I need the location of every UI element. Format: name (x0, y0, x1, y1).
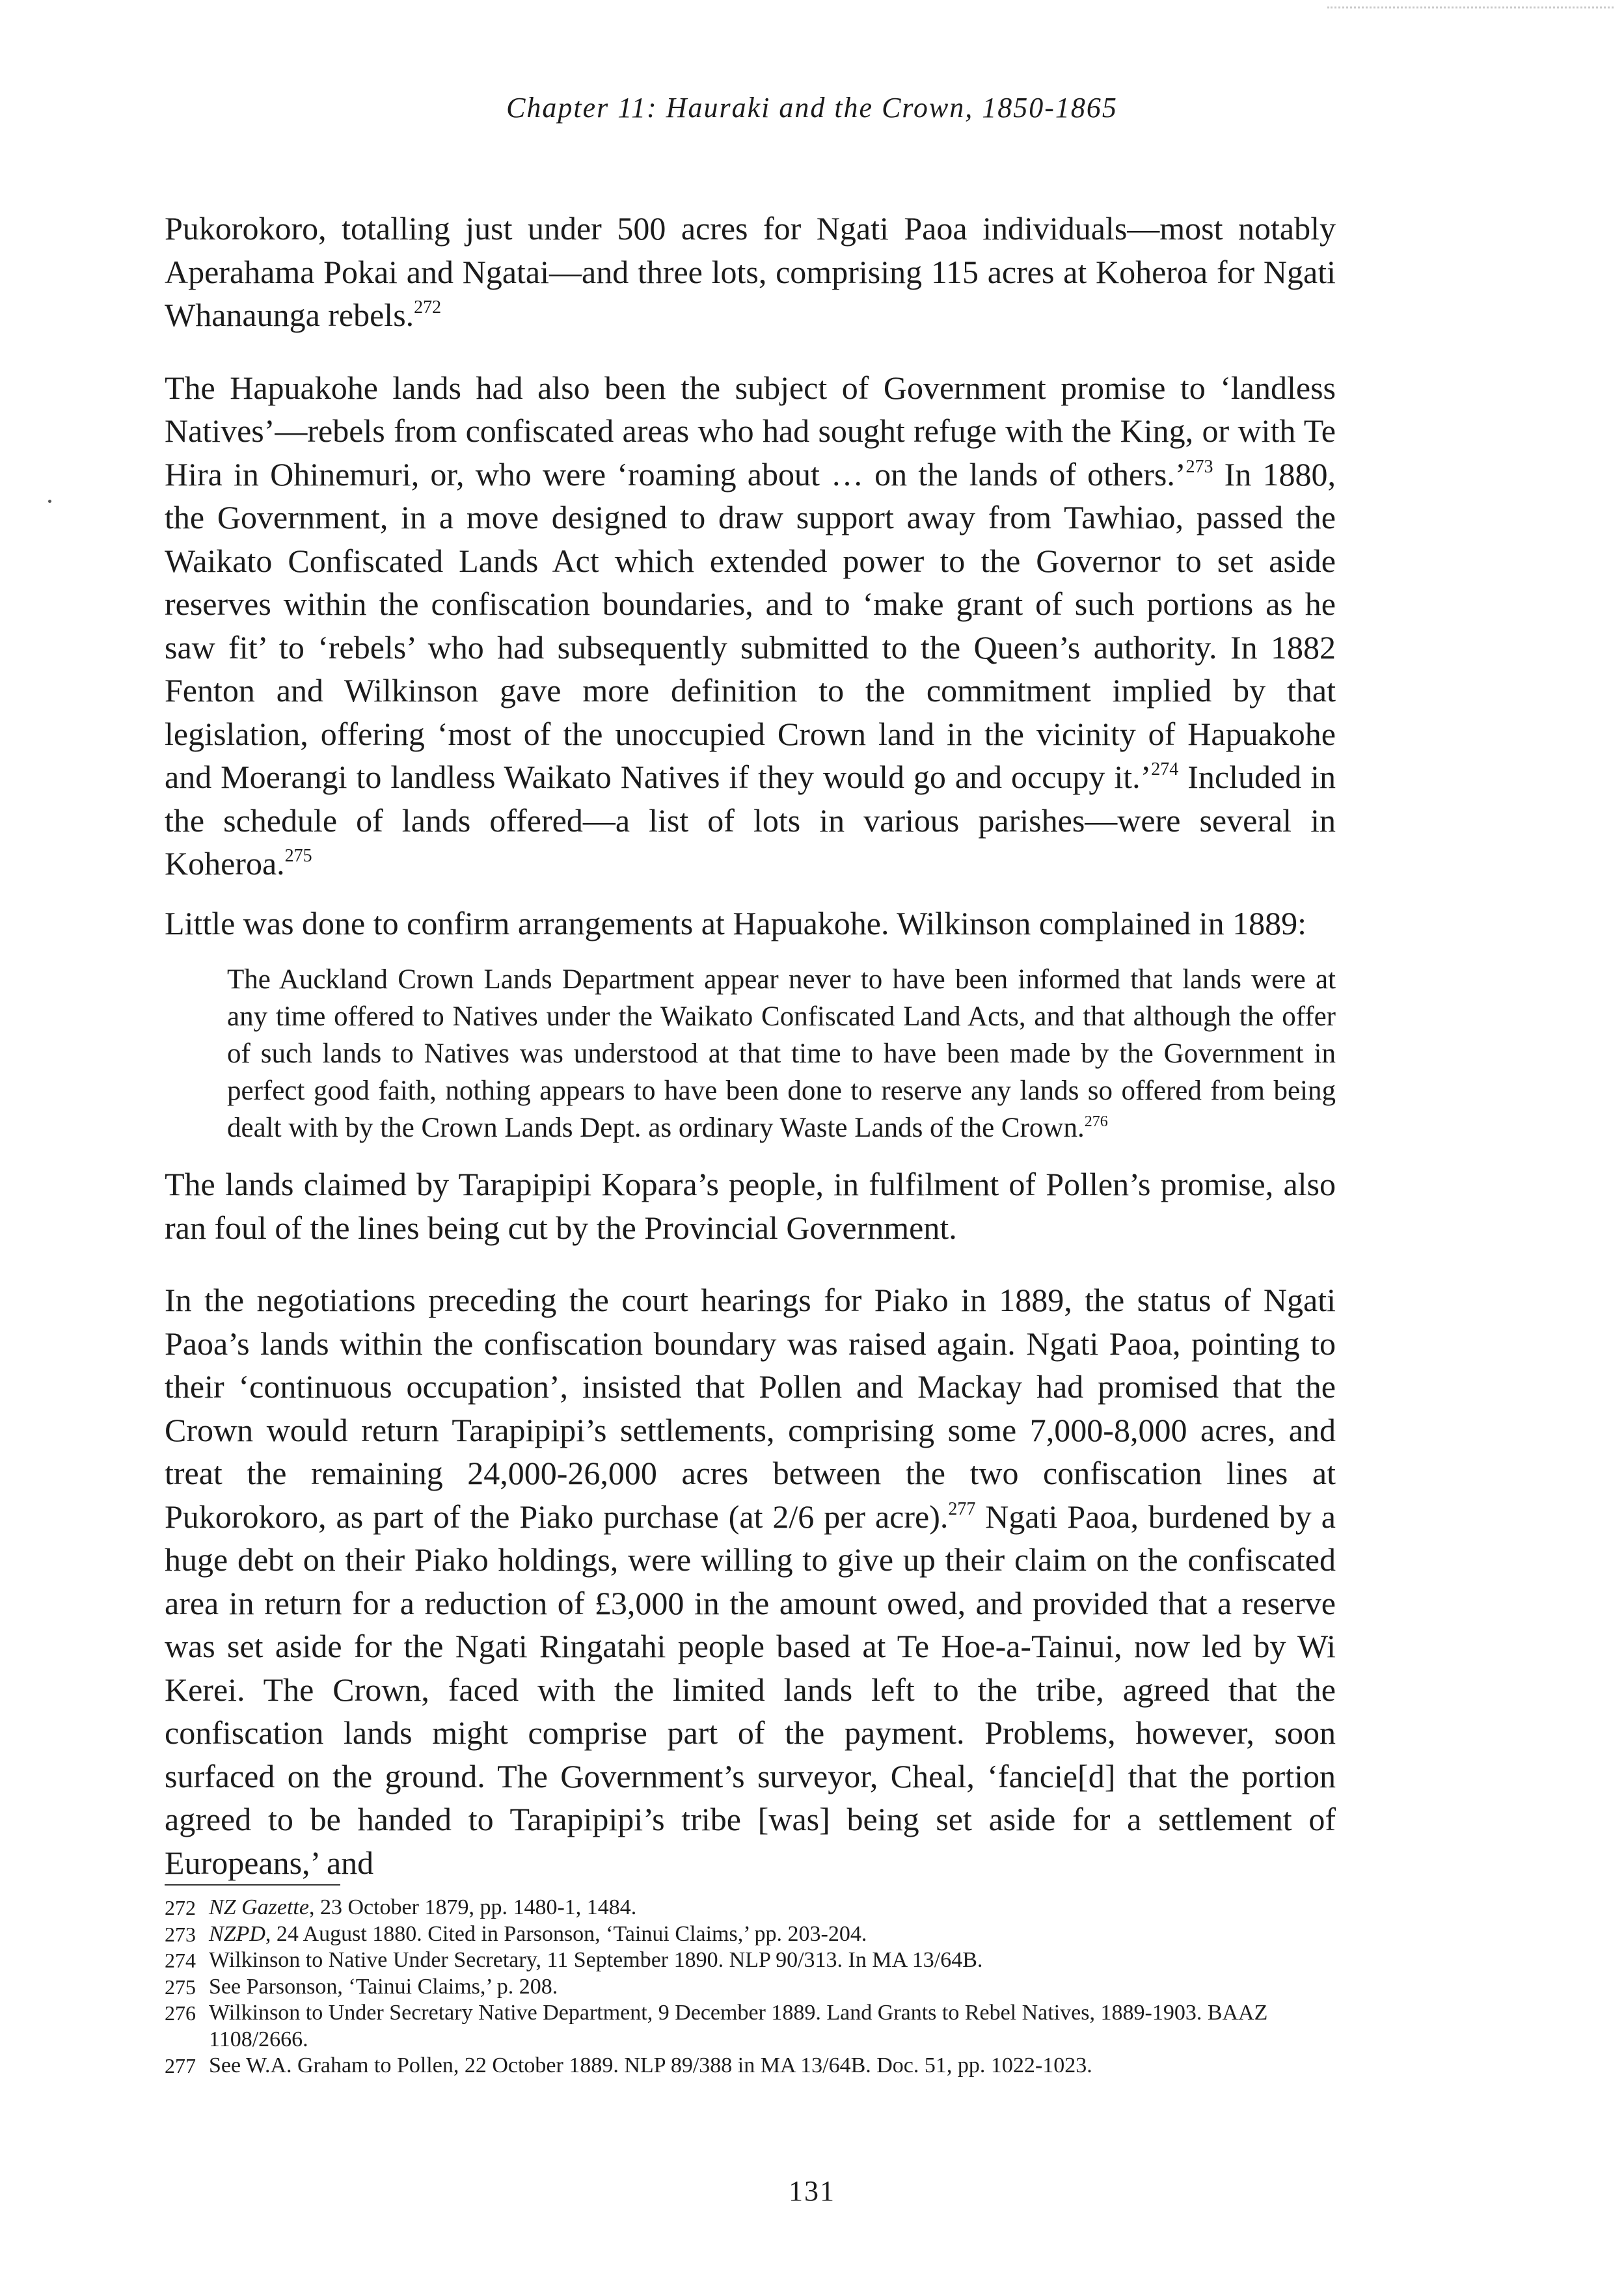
quote-text: The Auckland Crown Lands Department appear never to have been informed that lands were at any time offered to Natives under the Waikato Confiscated Land Acts, and that although the offer of such lands to Natives was understood at that time to have been made by the Government in perfect good faith, nothing appears to have been done to reserve any lands so offered from being dealt with by the Crown Lands Dept. as ordinary Waste Lands of the Crown. (227, 964, 1336, 1143)
footnote-ref[interactable]: 277 (948, 1498, 976, 1519)
footnote-text: NZPD, 24 August 1880. Cited in Parsonson, ‘Tainui Claims,’ pp. 203-204. (209, 1921, 867, 1946)
footnote-273 (165, 1921, 1336, 1948)
paragraph-text: The lands claimed by Tarapipipi Kopara’s people, in fulfilment of Pollen’s promise, also ran foul of the lines being cut by the Provincial Government. (165, 1166, 1336, 1246)
paragraph-5 (165, 1278, 1336, 1884)
footnote-text: Wilkinson to Under Secretary Native Department, 9 December 1889. Land Grants to Rebel Natives, 1889-1903. BAAZ 1108/2666. (209, 2001, 1268, 2051)
paragraph-3 (165, 902, 1336, 945)
main-text (165, 207, 1336, 1884)
paragraph-text: Included in the schedule of lands offered—a list of lots in various parishes—were several in Koheroa. (165, 759, 1336, 882)
footnote-276 (165, 2000, 1336, 2053)
page-number: 131 (789, 2175, 835, 2207)
footnote-text: See W.A. Graham to Pollen, 22 October 1889. NLP 89/388 in MA 13/64B. Doc. 51, pp. 1022-1023. (209, 2053, 1092, 2077)
scan-speck (48, 500, 51, 503)
scan-edge-mark (1327, 7, 1614, 8)
running-head: Chapter 11: Hauraki and the Crown, 1850-1865 (506, 92, 1118, 124)
footnote-number: 274 (165, 1949, 196, 1972)
paragraph-2 (165, 366, 1336, 886)
footnote-ref[interactable]: 275 (284, 846, 312, 866)
block-quote (227, 961, 1336, 1146)
footnote-separator (165, 1884, 340, 1886)
footnote-text: NZ Gazette, 23 October 1879, pp. 1480-1, 1484. (209, 1895, 637, 1919)
footnote-274 (165, 1947, 1336, 1974)
paragraph-text: The Hapuakohe lands had also been the subject of Government promise to ‘landless Natives’—rebels from confiscated areas who had sought refuge with the King, or with Te Hira in Ohinemuri, or, who were ‘roaming about … on the lands of others.’ (165, 369, 1336, 493)
footnote-text: Wilkinson to Native Under Secretary, 11 September 1890. NLP 90/313. In MA 13/64B. (209, 1948, 983, 1972)
footnote-275 (165, 1974, 1336, 2001)
paragraph-1 (165, 207, 1336, 337)
footnote-277 (165, 2053, 1336, 2079)
footnote-number: 275 (165, 1975, 196, 1999)
paragraph-text: Ngati Paoa, burdened by a huge debt on their Piako holdings, were willing to give up their claim on the confiscated area in return for a reduction of £3,000 in the amount owed, and provided that a reserve was set aside for the Ngati Ringatahi people based at Te Hoe-a-Tainui, now led by Wi Kerei. The Crown, faced with the limited lands left to the tribe, agreed that the confiscation lands might comprise part of the payment. Problems, however, soon surfaced on the ground. The Government’s surveyor, Cheal, ‘fancie[d] that the portion agreed to be handed to Tarapipipi’s tribe [was] being set aside for a settlement of Europeans,’ and (165, 1498, 1336, 1881)
footnote-ref[interactable]: 276 (1084, 1113, 1108, 1130)
footnote-number: 273 (165, 1922, 196, 1946)
paragraph-text: Little was done to confirm arrangements at Hapuakohe. Wilkinson complained in 1889: (165, 904, 1306, 941)
footnote-number: 276 (165, 2001, 196, 2025)
paragraph-text: In the negotiations preceding the court hearings for Piako in 1889, the status of Ngati Paoa’s lands within the confiscation boundary was raised again. Ngati Paoa, pointing to their ‘continuous occupation’, insisted that Pollen and Mackay had promised that the Crown would return Tarapipipi’s settlements, comprising some 7,000-8,000 acres, and treat the remaining 24,000-26,000 acres between the two confiscation lines at Pukorokoro, as part of the Piako purchase (at 2/6 per acre). (165, 1282, 1336, 1535)
footnote-number: 272 (165, 1896, 196, 1919)
footnote-ref[interactable]: 274 (1151, 759, 1179, 779)
footnote-ref[interactable]: 272 (414, 297, 442, 318)
footnote-text: See Parsonson, ‘Tainui Claims,’ p. 208. (209, 1974, 558, 1999)
paragraph-4 (165, 1163, 1336, 1249)
footnote-272 (165, 1895, 1336, 1921)
footnote-number: 277 (165, 2054, 196, 2077)
paragraph-text: Pukorokoro, totalling just under 500 acres for Ngati Paoa individuals—most notably Aperahama Pokai and Ngatai—and three lots, comprising 115 acres at Koheroa for Ngati Whanaunga rebels. (165, 210, 1336, 333)
footnote-ref[interactable]: 273 (1185, 456, 1213, 477)
paragraph-text: In 1880, the Government, in a move designed to draw support away from Tawhiao, passed the Waikato Confiscated Lands Act which extended power to the Governor to set aside reserves within the confiscation boundaries, and to ‘make grant of such portions as he saw fit’ to ‘rebels’ who had subsequently submitted to the Queen’s authority. In 1882 Fenton and Wilkinson gave more definition to the commitment implied by that legislation, offering ‘most of the unoccupied Crown land in the vicinity of Hapuakohe and Moerangi to landless Waikato Natives if they would go and occupy it.’ (165, 455, 1336, 795)
footnotes (165, 1895, 1336, 2079)
